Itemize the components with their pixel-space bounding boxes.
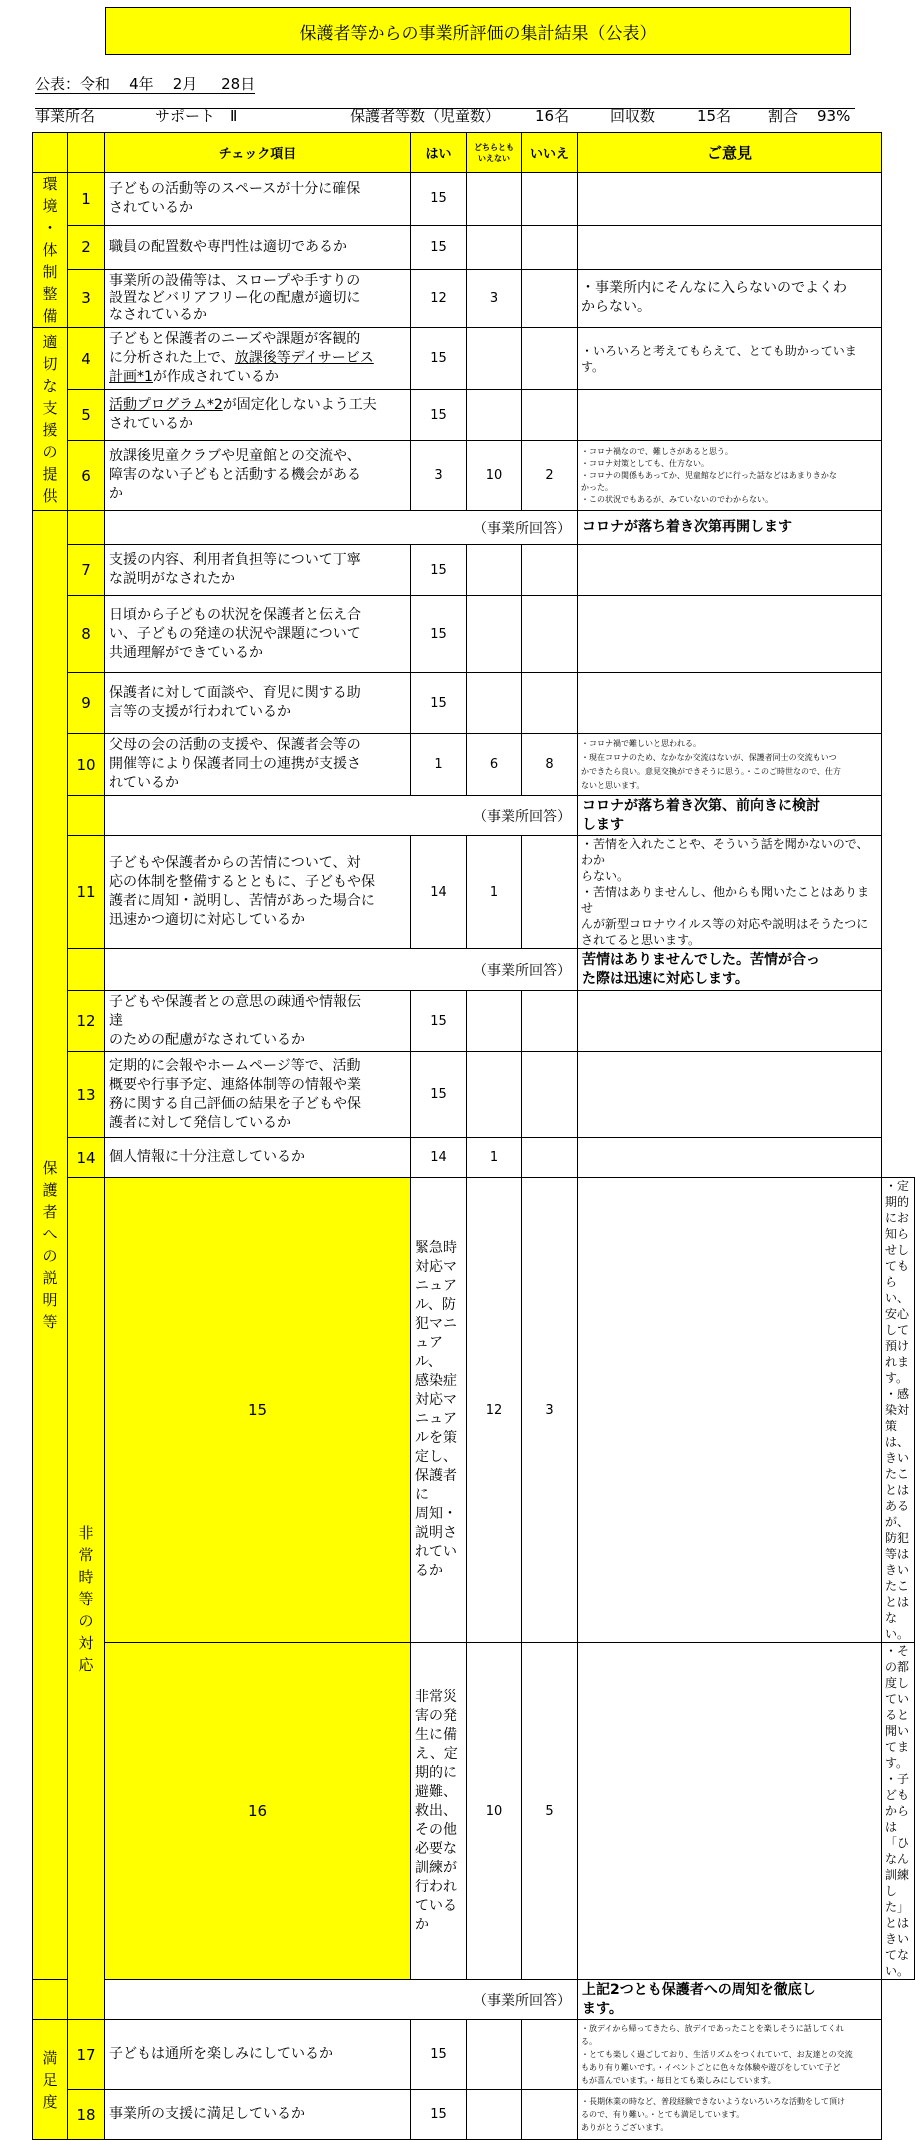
- office-response-label: （事業所回答）: [105, 1980, 578, 2020]
- row-number: 13: [68, 1052, 105, 1138]
- category-environment: 環 境 ・ 体 制 整 備: [33, 173, 68, 328]
- yes-count: 15: [411, 1052, 467, 1138]
- neither-count: 5: [522, 1643, 578, 1980]
- page-title: 保護者等からの事業所評価の集計結果（公表）: [105, 7, 851, 55]
- yes-count: 15: [411, 173, 467, 226]
- opinion-cell: [578, 225, 882, 269]
- neither-count: [467, 2020, 522, 2090]
- row-number: 6: [68, 441, 105, 511]
- row-number: 5: [68, 390, 105, 441]
- neither-count: [467, 2090, 522, 2140]
- yes-count: 14: [411, 836, 467, 949]
- neither-count: 3: [522, 1178, 578, 1643]
- table-row: [33, 1138, 915, 1178]
- check-item: 個人情報に十分注意しているか: [105, 1138, 411, 1178]
- table-row: [33, 991, 915, 1052]
- yes-count: 15: [411, 596, 467, 673]
- table-row: [33, 596, 915, 673]
- yes-count: 15: [411, 673, 467, 734]
- check-item: 保護者に対して面談や、育児に関する助 言等の支援が行われているか: [105, 673, 411, 734]
- row-number: 3: [68, 269, 105, 327]
- office-response-label: （事業所回答）: [105, 949, 578, 991]
- table-row: [33, 1178, 915, 1643]
- yes-count: 14: [411, 1138, 467, 1178]
- check-item: 子どもの活動等のスペースが十分に確保 されているか: [105, 173, 411, 226]
- opinion-cell: [578, 596, 882, 673]
- table-row: [33, 269, 915, 327]
- yes-count: 12: [467, 1178, 522, 1643]
- yes-count: 15: [411, 225, 467, 269]
- neither-count: [467, 328, 522, 390]
- neither-count: 3: [467, 269, 522, 327]
- opinion-cell: [578, 1052, 882, 1138]
- neither-count: [467, 545, 522, 596]
- table-row: [33, 2020, 915, 2090]
- guardians-count: 16名: [535, 107, 570, 125]
- check-item: 活動プログラム*2が固定化しないよう工夫 されているか: [105, 390, 411, 441]
- neither-count: [467, 596, 522, 673]
- neither-count: 10: [467, 441, 522, 511]
- table-row: [33, 1052, 915, 1138]
- evaluation-table: [32, 132, 915, 2140]
- opinion-cell: [578, 673, 882, 734]
- ratio-value: 93%: [817, 107, 851, 125]
- opinion-cell: ・放デイから帰ってきたら、放デイであったことを楽しそうに話してくれ る。 ・とても楽しく過ごしており、生活リズムをつくれていて、お友達との交流 もあり有り難いです。・イベントごとに色々な体験や遊びをしていて子ど もが喜んでいます。・毎日とても楽しみにしています。: [578, 2020, 882, 2090]
- check-item: 子どもや保護者との意思の疎通や情報伝 達 のための配慮がなされているか: [105, 991, 411, 1052]
- yes-count: 15: [411, 328, 467, 390]
- category-emergency: 非 常 時 等 の 対 応: [68, 1178, 105, 2020]
- office-name: サポート Ⅱ: [155, 107, 238, 125]
- opinion-cell: [578, 1138, 882, 1178]
- no-count: [578, 1178, 882, 1643]
- no-count: [522, 596, 578, 673]
- check-item: 日頃から子どもの状況を保護者と伝え合 い、子どもの発達の状況や課題について 共通理解ができているか: [105, 596, 411, 673]
- check-item: 事業所の設備等は、スロープや手すりの 設置などバリアフリー化の配慮が適切に なされているか: [105, 269, 411, 327]
- yes-count: 15: [411, 2090, 467, 2140]
- category-satisfaction: 満 足 度: [33, 2020, 68, 2140]
- table-row: [33, 2090, 915, 2140]
- office-response-row: [33, 796, 915, 836]
- opinion-cell: [578, 545, 882, 596]
- neither-count: 1: [467, 1138, 522, 1178]
- check-item: 緊急時対応マニュアル、防犯マニュアル、 感染症対応マニュアルを策定し、保護者に 周知・説明されているか: [411, 1178, 467, 1643]
- row-number: 4: [68, 328, 105, 390]
- check-item: 非常災害の発生に備え、定期的に避難、 救出、その他必要な訓練が行われている か: [411, 1643, 467, 1980]
- publication-day: 28日: [221, 75, 256, 93]
- row-number: 7: [68, 545, 105, 596]
- no-count: [522, 545, 578, 596]
- no-count: [522, 836, 578, 949]
- check-item: 支援の内容、利用者負担等について丁寧 な説明がなされたか: [105, 545, 411, 596]
- row-number: 2: [68, 225, 105, 269]
- check-item: 事業所の支援に満足しているか: [105, 2090, 411, 2140]
- check-item: 子どもと保護者のニーズや課題が客観的 に分析された上で、放課後等デイサービス 計画*1が作成されているか: [105, 328, 411, 390]
- opinion-cell: ・長期休業の時など、普段経験できないようないろいろな活動をして頂け るので、有り難い。・とても満足しています。 ありがとうございます。: [578, 2090, 882, 2140]
- neither-count: [467, 673, 522, 734]
- opinion-cell: ・コロナ禍なので、難しさがあると思う。 ・コロナ対策としても、仕方ない。 ・コロナの関係もあってか、児童館などに行った話などはあまりきかな かった。 ・この状況でもあるが、みていないのでわからない。: [578, 441, 882, 511]
- row-number: 12: [68, 991, 105, 1052]
- office-info: [35, 107, 855, 125]
- opinion-cell: ・その都度していると聞いてます。 ・子どもからは「ひなん訓練した」とはきいてない。: [882, 1643, 915, 1980]
- office-response-row: [33, 1980, 915, 2020]
- neither-count: [467, 225, 522, 269]
- neither-count: 1: [467, 836, 522, 949]
- yes-count: 10: [467, 1643, 522, 1980]
- header-yes: はい: [411, 133, 467, 173]
- header-item: チェック項目: [105, 133, 411, 173]
- row-number: 8: [68, 596, 105, 673]
- table-row: [33, 441, 915, 511]
- yes-count: 12: [411, 269, 467, 327]
- row-number: 18: [68, 2090, 105, 2140]
- publication-month: 2月: [172, 75, 198, 93]
- neither-count: [467, 390, 522, 441]
- no-count: 8: [522, 734, 578, 796]
- neither-count: 6: [467, 734, 522, 796]
- yes-count: 15: [411, 991, 467, 1052]
- opinion-cell: [578, 991, 882, 1052]
- office-response-label: （事業所回答）: [105, 796, 578, 836]
- publication-label: 公表：令和: [35, 75, 111, 93]
- neither-count: [467, 1052, 522, 1138]
- table-row: [33, 173, 915, 226]
- responses-label: 回収数: [610, 107, 656, 125]
- office-response-text: コロナが落ち着き次第再開します: [578, 511, 882, 545]
- header-no: いいえ: [522, 133, 578, 173]
- no-count: [522, 173, 578, 226]
- office-response-text: 上記2つとも保護者への周知を徹底し ます。: [578, 1980, 882, 2020]
- opinion-cell: ・いろいろと考えてもらえて、とても助かっていま す。: [578, 328, 882, 390]
- office-response-label: （事業所回答）: [105, 511, 578, 545]
- yes-count: 3: [411, 441, 467, 511]
- table-row: [33, 390, 915, 441]
- no-count: [522, 328, 578, 390]
- publication-date: [35, 76, 255, 94]
- no-count: [578, 1643, 882, 1980]
- yes-count: 1: [411, 734, 467, 796]
- table-row: [33, 734, 915, 796]
- office-response-text: コロナが落ち着き次第、前向きに検討 します: [578, 796, 882, 836]
- table-row: [33, 328, 915, 390]
- row-number: 10: [68, 734, 105, 796]
- row-number: 17: [68, 2020, 105, 2090]
- header-row: [33, 133, 915, 173]
- category-explanation: 保 護 者 へ の 説 明 等: [33, 511, 68, 1980]
- neither-count: [467, 173, 522, 226]
- guardians-label: 保護者等数（児童数）: [350, 107, 501, 125]
- check-item: 子どもや保護者からの苦情について、対 応の体制を整備するとともに、子どもや保 護者に周知・説明し、苦情があった場合に 迅速かつ適切に対応しているか: [105, 836, 411, 949]
- office-response-row: [33, 511, 915, 545]
- no-count: [522, 1138, 578, 1178]
- no-count: [522, 390, 578, 441]
- row-number: 9: [68, 673, 105, 734]
- office-response-text: 苦情はありませんでした。苦情が合っ た際は迅速に対応します。: [578, 949, 882, 991]
- check-item: 父母の会の活動の支援や、保護者会等の 開催等により保護者同士の連携が支援さ れているか: [105, 734, 411, 796]
- table-row: [33, 1643, 915, 1980]
- check-item: 子どもは通所を楽しみにしているか: [105, 2020, 411, 2090]
- yes-count: 15: [411, 2020, 467, 2090]
- table-row: [33, 545, 915, 596]
- table-row: [33, 225, 915, 269]
- row-number: 11: [68, 836, 105, 949]
- yes-count: 15: [411, 545, 467, 596]
- yes-count: 15: [411, 390, 467, 441]
- no-count: [522, 673, 578, 734]
- no-count: [522, 1052, 578, 1138]
- check-item: 職員の配置数や専門性は適切であるか: [105, 225, 411, 269]
- opinion-cell: [578, 173, 882, 226]
- table-row: [33, 836, 915, 949]
- table-row: [33, 673, 915, 734]
- responses-count: 15名: [697, 107, 732, 125]
- row-number: 16: [105, 1643, 411, 1980]
- row-number: 14: [68, 1138, 105, 1178]
- row-number: 15: [105, 1178, 411, 1643]
- header-neither: どちらとも いえない: [467, 133, 522, 173]
- neither-count: [467, 991, 522, 1052]
- opinion-cell: ・事業所内にそんなに入らないのでよくわ からない。: [578, 269, 882, 327]
- category-support: 適 切 な 支 援 の 提 供: [33, 328, 68, 511]
- no-count: [522, 2020, 578, 2090]
- row-number: 1: [68, 173, 105, 226]
- no-count: [522, 2090, 578, 2140]
- office-label: 事業所名: [35, 107, 96, 125]
- header-opinion: ご意見: [578, 133, 882, 173]
- no-count: [522, 269, 578, 327]
- opinion-cell: ・コロナ禍で難しいと思われる。 ・現在コロナのため、なかなか交流はないが、保護者同士の交流もいつ かできたら良い。意見交換ができそうに思う。・このご時世なので、仕方 ないと思います。: [578, 734, 882, 796]
- opinion-cell: [578, 390, 882, 441]
- check-item: 放課後児童クラブや児童館との交流や、 障害のない子どもと活動する機会がある か: [105, 441, 411, 511]
- no-count: [522, 225, 578, 269]
- no-count: 2: [522, 441, 578, 511]
- ratio-label: 割合: [768, 107, 799, 125]
- publication-year: 4年: [129, 75, 154, 93]
- office-response-row: [33, 949, 915, 991]
- opinion-cell: ・苦情を入れたことや、そういう話を聞かないので、わか らない。 ・苦情はありませんし、他からも聞いたことはありませ んが新型コロナウイルス等の対応や説明はそうたつに されてると思います。: [578, 836, 882, 949]
- check-item: 定期的に会報やホームページ等で、活動 概要や行事予定、連絡体制等の情報や業 務に関する自己評価の結果を子どもや保 護者に対して発信しているか: [105, 1052, 411, 1138]
- no-count: [522, 991, 578, 1052]
- opinion-cell: ・定期的にお知らせしてもらい、安心して預けれます。 ・感染対策は、きいたことはあるが、防犯等はきいたこ とはない。: [882, 1178, 915, 1643]
